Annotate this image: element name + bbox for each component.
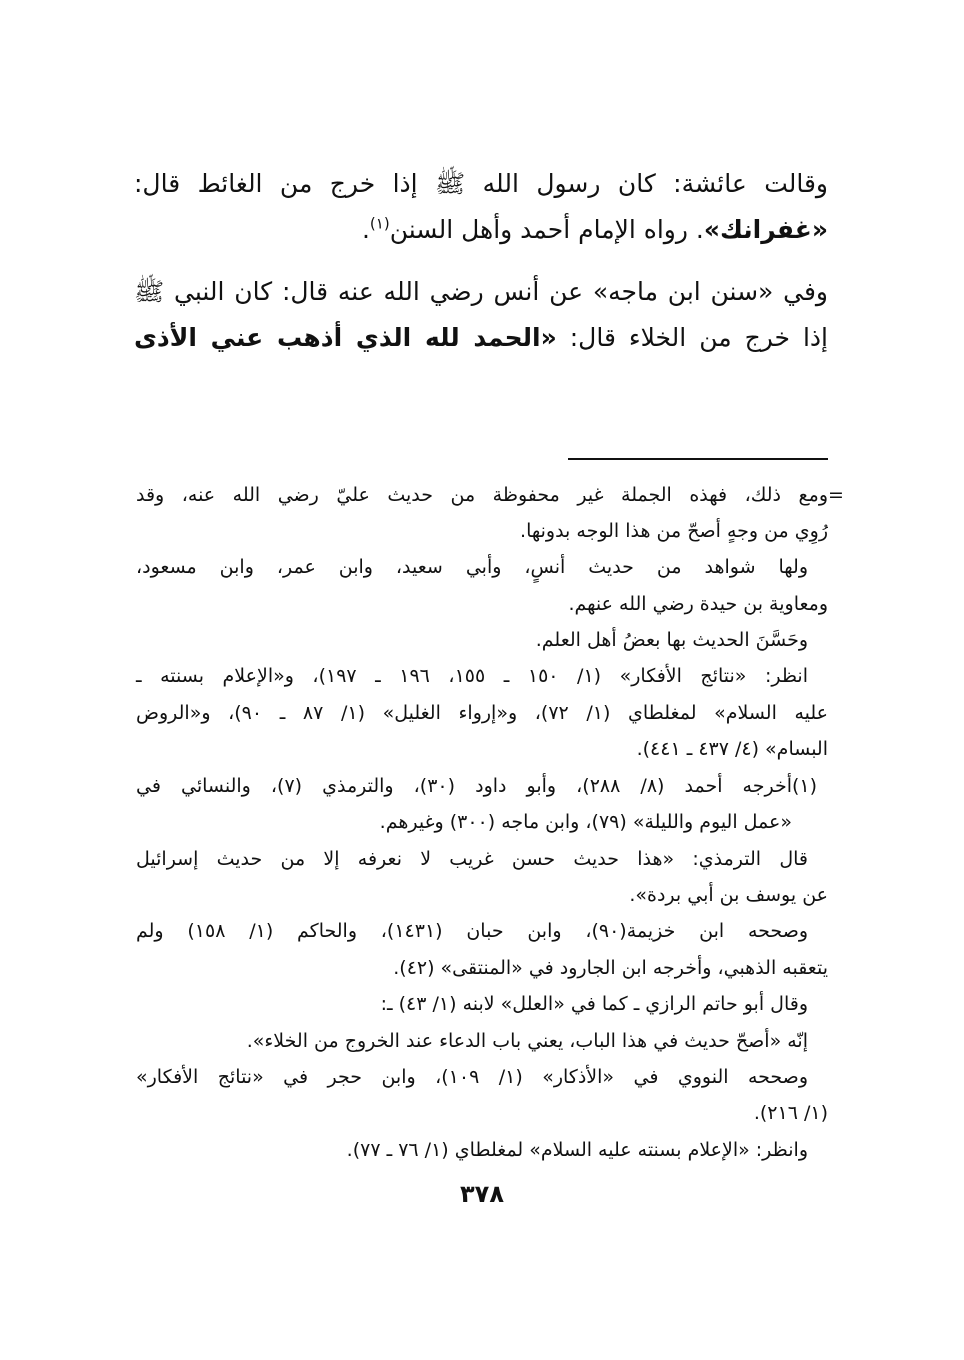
bold-quote: «غفرانك» bbox=[703, 215, 828, 244]
main-text-line bbox=[134, 318, 828, 358]
footnote-line: يتعقبه الذهبي، وأخرجه ابن الجارود في «المنتقى» (٤٢). bbox=[393, 957, 828, 979]
footnote-number: (١) bbox=[792, 775, 818, 797]
footnote-line: وصححه ابن خزيمة(٩٠)، وابن حبان (١٤٣١)، والحاكم (١/ ١٥٨) ولم bbox=[136, 920, 808, 942]
footnote-line: البسام» (٤/ ٤٣٧ ـ ٤٤١). bbox=[636, 738, 828, 760]
footnote-separator bbox=[568, 458, 828, 460]
footnote-line: أخرجه أحمد (٨/ ٢٨٨)، وأبو داود (٣٠)، والترمذي (٧)، والنسائي في bbox=[136, 775, 792, 797]
footnote-line: (١/ ٢١٦). bbox=[753, 1102, 828, 1124]
footnote-line: وحَسَّنَ الحديث بها بعضُ أهل العلم. bbox=[535, 629, 808, 651]
footnote-line: انظر: «نتائج الأفكار» (١/ ١٥٠ ـ ١٥٥، ١٩٦ ـ ١٩٧)، و«الإعلام بسنته ـ bbox=[136, 665, 808, 687]
main-text-span: وقالت عائشة: كان رسول الله ﷺ إذا خرج من الغائط قال: bbox=[134, 169, 828, 198]
footnote-line: وانظر: «الإعلام بسنته عليه السلام» لمغلطاي (١/ ٧٦ ـ ٧٧). bbox=[346, 1139, 808, 1161]
main-text-line bbox=[134, 210, 828, 250]
footnote-line: ولها شواهد من حديث أنسٍ، وأبي سعيد، وابن عمر، وابن مسعود، bbox=[136, 556, 808, 578]
main-text-line bbox=[134, 272, 828, 312]
main-text-span: وفي «سنن ابن ماجه» عن أنس رضي الله عنه قال: كان النبي ﷺ bbox=[134, 277, 828, 306]
footnote-line: قال الترمذي: «هذا حديث حسن غريب لا نعرفه إلا من حديث إسرائيل bbox=[136, 848, 808, 870]
footnote-line: ومعاوية بن حيدة رضي الله عنهم. bbox=[568, 593, 828, 615]
footnote-line: عن يوسف بن أبي بردة». bbox=[629, 884, 828, 906]
page-number: ٣٧٨ bbox=[460, 1180, 504, 1208]
footnote-line: «عمل اليوم والليلة» (٧٩)، وابن ماجه (٣٠٠) وغيرهم. bbox=[379, 811, 792, 833]
bold-quote: «الحمد لله الذي أذهب عني الأذى bbox=[134, 323, 557, 352]
main-text-span: إذا خرج من الخلاء قال: bbox=[556, 323, 829, 352]
main-text-span: . رواه الإمام أحمد وأهل السنن bbox=[389, 215, 704, 244]
main-text-span: . bbox=[361, 215, 370, 244]
continuation-mark: = bbox=[828, 484, 844, 506]
footnote-line: رُوِي من وجهٍ أصحّ من هذا الوجه بدونها. bbox=[520, 520, 828, 542]
footnote-line: وقال أبو حاتم الرازي ـ كما في «العلل» لابنه (١/ ٤٣) ـ: bbox=[380, 993, 808, 1015]
footnote-line: عليه السلام» لمغلطاي (١/ ٧٢)، و«إرواء الغليل» (١/ ٨٧ ـ ٩٠)، و«الروض bbox=[136, 702, 829, 724]
footnote-line: ومع ذلك، فهذه الجملة غير محفوظة من حديث عليّ رضي الله عنه، وقد bbox=[136, 484, 828, 506]
footnote-reference[interactable]: (١) bbox=[369, 214, 390, 233]
main-text-line bbox=[134, 164, 828, 204]
footnote-line: إنّه «أصحّ حديث في هذا الباب، يعني باب الدعاء عند الخروج من الخلاء». bbox=[246, 1030, 808, 1052]
footnote-line: وصححه النووي في «الأذكار» (١/ ١٠٩)، وابن حجر في «نتائج الأفكار» bbox=[136, 1066, 808, 1088]
